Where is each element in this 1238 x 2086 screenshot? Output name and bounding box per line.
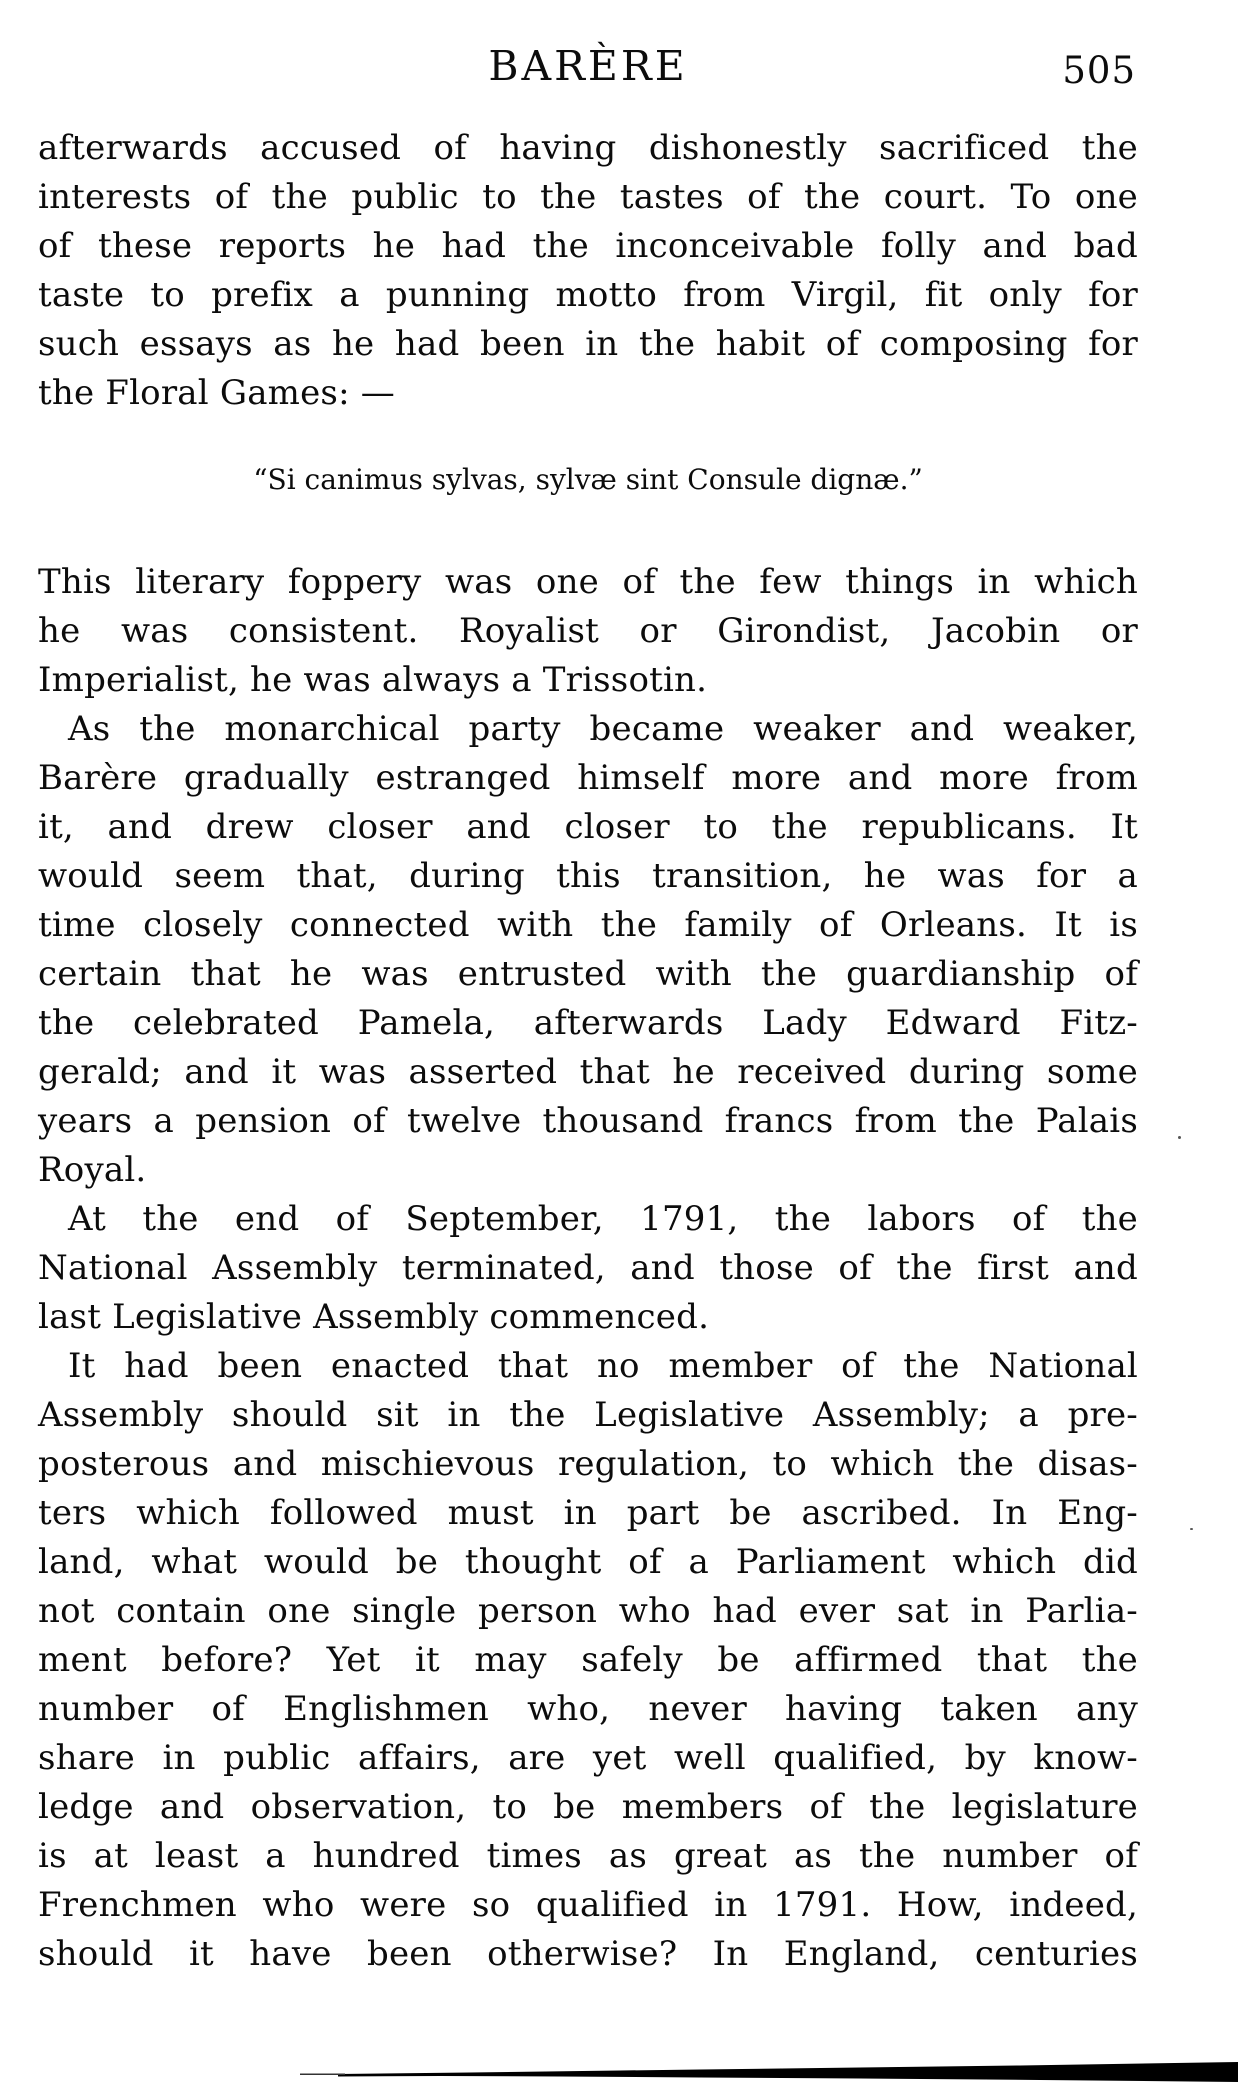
text-line: of these reports he had the inconceivable folly and bad [38, 226, 1138, 266]
text-line: would seem that, during this transition, he was for a [38, 856, 1138, 896]
text-line: Imperialist, he was always a Trissotin. [38, 660, 708, 700]
text-line: the celebrated Pamela, afterwards Lady Edward Fitz- [38, 1003, 1138, 1043]
text-line: afterwards accused of having dishonestly sacrificed the [38, 128, 1138, 168]
text-line: the Floral Games: — [38, 373, 395, 413]
text-line: ters which followed must in part be ascribed. In Eng- [38, 1493, 1138, 1533]
scan-speck [1190, 1528, 1193, 1530]
page-number: 505 [1062, 49, 1136, 92]
text-line: Assembly should sit in the Legislative Assembly; a pre- [38, 1395, 1138, 1435]
paragraph [38, 124, 1138, 418]
text-line: number of Englishmen who, never having taken any [38, 1689, 1138, 1729]
text-line: National Assembly terminated, and those of the first and [38, 1248, 1138, 1288]
text-line: land, what would be thought of a Parliament which did [38, 1542, 1138, 1582]
page-title: BARÈRE [488, 42, 688, 90]
text-line: certain that he was entrusted with the guardianship of [38, 954, 1138, 994]
running-head [38, 0, 1138, 110]
text-line: such essays as he had been in the habit of composing for [38, 324, 1138, 364]
body-text [38, 124, 1138, 1979]
text-line: gerald; and it was asserted that he received during some [38, 1052, 1138, 1092]
text-line: posterous and mischievous regulation, to which the disas- [38, 1444, 1138, 1484]
text-line: It had been enacted that no member of the National [68, 1346, 1138, 1386]
text-line: is at least a hundred times as great as the number of [38, 1836, 1138, 1876]
text-block [38, 0, 1138, 1979]
text-line: share in public affairs, are yet well qualified, by know- [38, 1738, 1138, 1778]
text-line: ment before? Yet it may safely be affirmed that the [38, 1640, 1138, 1680]
text-line: As the monarchical party became weaker and weaker, [68, 709, 1138, 749]
quote-line: “Si canimus sylvas, sylvæ sint Consule dignæ.” [253, 463, 923, 496]
text-line: This literary foppery was one of the few things in which [38, 562, 1138, 602]
text-line: At the end of September, 1791, the labors of the [68, 1199, 1138, 1239]
text-line: taste to prefix a punning motto from Virgil, fit only for [38, 275, 1138, 315]
text-line: he was consistent. Royalist or Girondist, Jacobin or [38, 611, 1138, 651]
text-line: time closely connected with the family of Orleans. It is [38, 905, 1138, 945]
text-line: ledge and observation, to be members of the legislature [38, 1787, 1138, 1827]
scan-speck [1178, 1136, 1181, 1139]
text-line: interests of the public to the tastes of the court. To one [38, 177, 1138, 217]
text-line: Barère gradually estranged himself more and more from [38, 758, 1138, 798]
text-line: years a pension of twelve thousand francs from the Palais [38, 1101, 1138, 1141]
paragraph [38, 705, 1138, 1195]
text-line: not contain one single person who had ever sat in Parlia- [38, 1591, 1138, 1631]
text-line: last Legislative Assembly commenced. [38, 1297, 710, 1337]
paragraph [38, 558, 1138, 705]
paragraph [38, 1195, 1138, 1342]
text-line: Royal. [38, 1150, 147, 1190]
text-line: should it have been otherwise? In England, centuries [38, 1934, 1138, 1974]
scan-artifact [0, 2056, 1238, 2086]
paragraph [38, 1342, 1138, 1979]
text-line: Frenchmen who were so qualified in 1791. How, indeed, [38, 1885, 1138, 1925]
text-line: it, and drew closer and closer to the republicans. It [38, 807, 1138, 847]
